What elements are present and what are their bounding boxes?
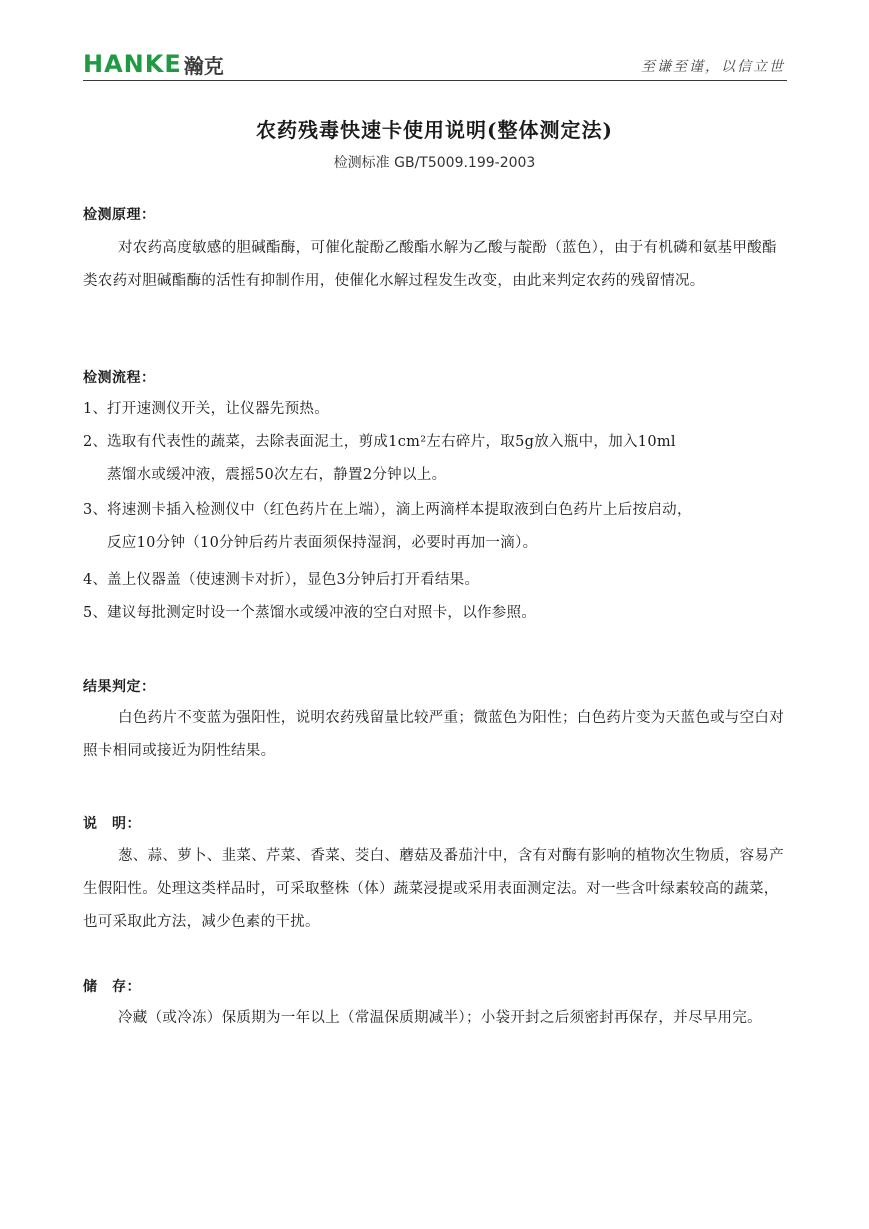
step-number: 4、 — [83, 572, 108, 588]
process-heading: 检测流程： — [83, 370, 156, 386]
process-step-1 — [83, 393, 787, 426]
document-title: 农药残毒快速卡使用说明(整体测定法) — [256, 118, 613, 142]
step-text: 选取有代表性的蔬菜，去除表面泥土，剪成1cm²左右碎片，取5g放入瓶中，加入10ml — [107, 434, 676, 450]
page-header — [83, 48, 787, 81]
process-step-3 — [83, 494, 787, 560]
step-text: 建议每批测定时设一个蒸馏水或缓冲液的空白对照卡，以作参照。 — [107, 605, 537, 621]
storage-paragraph: 冷藏（或冷冻）保质期为一年以上（常温保质期减半）；小袋开封之后须密封再保存，并尽早用完。 — [118, 1010, 762, 1026]
step-text-continued: 蒸馏水或缓冲液，震摇50次左右，静置2分钟以上。 — [107, 467, 447, 483]
note-paragraph: 葱、蒜、萝卜、韭菜、芹菜、香菜、茭白、蘑菇及番茄汁中，含有对酶有影响的植物次生物质，容易产生假阳性。处理这类样品时，可采取整株（体）蔬菜浸提或采用表面测定法。对一些含叶绿素较高的蔬菜，也可采取此方法，减少色素的干扰。 — [83, 848, 784, 930]
step-text: 打开速测仪开关，让仪器先预热。 — [107, 401, 329, 417]
step-text: 盖上仪器盖（使速测卡对折），显色3分钟后打开看结果。 — [107, 572, 480, 588]
step-number: 3、 — [83, 502, 108, 518]
step-number: 1、 — [83, 401, 108, 417]
logo-chinese-text: 瀚克 — [183, 53, 224, 78]
step-text: 将速测卡插入检测仪中（红色药片在上端），滴上两滴样本提取液到白色药片上后按启动， — [107, 502, 692, 518]
process-step-4 — [83, 564, 787, 597]
principle-heading: 检测原理： — [83, 207, 156, 223]
logo-latin-text: HANKE — [83, 50, 182, 78]
note-heading: 说 明： — [83, 816, 141, 832]
result-heading: 结果判定： — [83, 679, 156, 695]
step-number: 5、 — [83, 605, 108, 621]
company-motto: 至谦至谨，以信立世 — [641, 59, 785, 75]
step-text-continued: 反应10分钟（10分钟后药片表面须保持湿润，必要时再加一滴）。 — [107, 535, 538, 551]
principle-paragraph: 对农药高度敏感的胆碱酯酶，可催化靛酚乙酸酯水解为乙酸与靛酚（蓝色），由于有机磷和氨基甲酸酯类农药对胆碱酯酶的活性有抑制作用，使催化水解过程发生改变，由此来判定农药的残留情况。 — [83, 240, 777, 289]
process-step-5 — [83, 597, 787, 630]
hanke-logo — [83, 50, 224, 78]
result-paragraph: 白色药片不变蓝为强阳性，说明农药残留量比较严重；微蓝色为阳性；白色药片变为天蓝色或与空白对照卡相同或接近为阴性结果。 — [83, 710, 784, 759]
storage-heading: 储 存： — [83, 979, 141, 995]
process-step-2 — [83, 426, 787, 492]
step-number: 2、 — [83, 434, 108, 450]
document-subtitle: 检测标准 GB/T5009.199-2003 — [333, 155, 536, 171]
